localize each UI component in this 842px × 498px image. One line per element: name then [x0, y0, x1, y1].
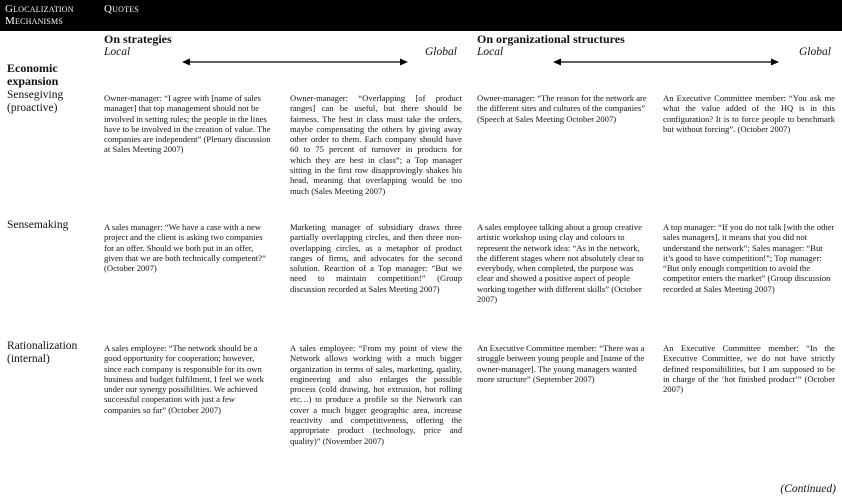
- table-header: [0, 0, 842, 31]
- group-structures-title: On organizational structures: [477, 32, 625, 46]
- quote-cell: A sales employee: “From my point of view the Network allows working with a much bigger organization in terms of sales, marketing, quality, engineering and also enlarges the possible process (cold drawing, hot extrusion, hot rolling etc…) to produce a profile so the Network can cover a much bigger geographic area, increase reactivity and competitiveness, offering the appropriate product (technology, price and quality)” (November 2007): [290, 343, 462, 446]
- quote-cell: Owner-manager: “I agree with [name of sales manager] that top management should not be involved in setting rules; the people in the lines have to be involved in the creation of value. The companies are independent” (Plenary discussion at Sales Meeting 2007): [104, 93, 271, 155]
- group-strategies-title: On strategies: [104, 32, 172, 46]
- group-structures-global: Global: [799, 46, 831, 58]
- quote-cell: Marketing manager of subsidiary draws three partially overlapping circles, and then three non-overlapping circles, as a metaphor of product ranges of firms, and advocates for the second solution. Reaction of a Top manager: “But we need to maintain competition!” (Group discussion recorded at Sales Meeting 2007): [290, 222, 462, 294]
- row-label-rationalization: Rationalization (internal): [7, 340, 78, 365]
- quote-cell: An Executive Committee member: “You ask me what the value added of the HQ is in this configuration? It is to force people to benchmark but without forcing”. (October 2007): [663, 93, 835, 134]
- section-title: Economic expansion: [7, 61, 59, 88]
- structures-arrow: [553, 56, 779, 68]
- row-label-sensegiving: Sensegiving (proactive): [7, 89, 64, 114]
- group-strategies-global: Global: [425, 46, 457, 58]
- continued-note: (Continued): [780, 483, 836, 495]
- quote-cell: A top manager: “If you do not talk [with the other sales managers], it means that you did not understand the network”; Sales manager: “But it’s good to have competition!”; Top manager: “But only enough competition to avoid the competitor enters the market” (Group discussion recorded at Sales Meeting 2007): [663, 222, 835, 294]
- header-quotes: Quotes: [104, 3, 139, 15]
- quote-cell: Owner-manager: “Overlapping [of product ranges] can be useful, but there should be fairness. The best in class must take the orders, maybe compensating the others by giving away other order to them. Each company should have 60 to 75 percent of turnover in products for which they are best in class”; a Top manager sitting in the first row disapprovingly shakes his head, meaning that overlapping would be too much (Sales Meeting 2007): [290, 93, 462, 196]
- quote-cell: A sales employee talking about a group creative artistic workshop using clay and colours to represent the network idea: “As in the network, the different stages where not absolutely clear to everybody, when completed, the purpose was clear and showed a positive aspect of people working together with different skills” (October 2007): [477, 222, 644, 305]
- row-label-sensemaking: Sensemaking: [7, 219, 69, 231]
- group-strategies-local: Local: [104, 46, 131, 58]
- quote-cell: An Executive Committee member: “There was a struggle between young people and [name of the owner-manager]. The young managers wanted more structure” (September 2007): [477, 343, 645, 384]
- group-structures-local: Local: [477, 46, 504, 58]
- quote-cell: Owner-manager: “The reason for the network are the different sites and cultures of the companies” (Speech at Sales Meeting October 2007): [477, 93, 647, 124]
- quote-cell: A sales manager: “We have a case with a new project and the client is asking two companies for an offer. Should we both put in an offer, given that we are both technically competent?” (October 2007): [104, 222, 266, 274]
- quote-cell: An Executive Committee member: “In the Executive Committee, we do not have strictly defined responsibilities, but I am supposed to be in charge of the ‘hot finished product’” (October 2007): [663, 343, 835, 395]
- strategies-arrow: [182, 56, 408, 68]
- quote-cell: A sales employee: “The network should be a good opportunity for cooperation; however, since each company is responsible for its own business and budget fulfilment, I feel we work under our synergy possibilities. We achieved successful cooperation with just a few companies so far” (October 2007): [104, 343, 264, 415]
- header-mechanisms: Glocalization Mechanisms: [5, 3, 74, 27]
